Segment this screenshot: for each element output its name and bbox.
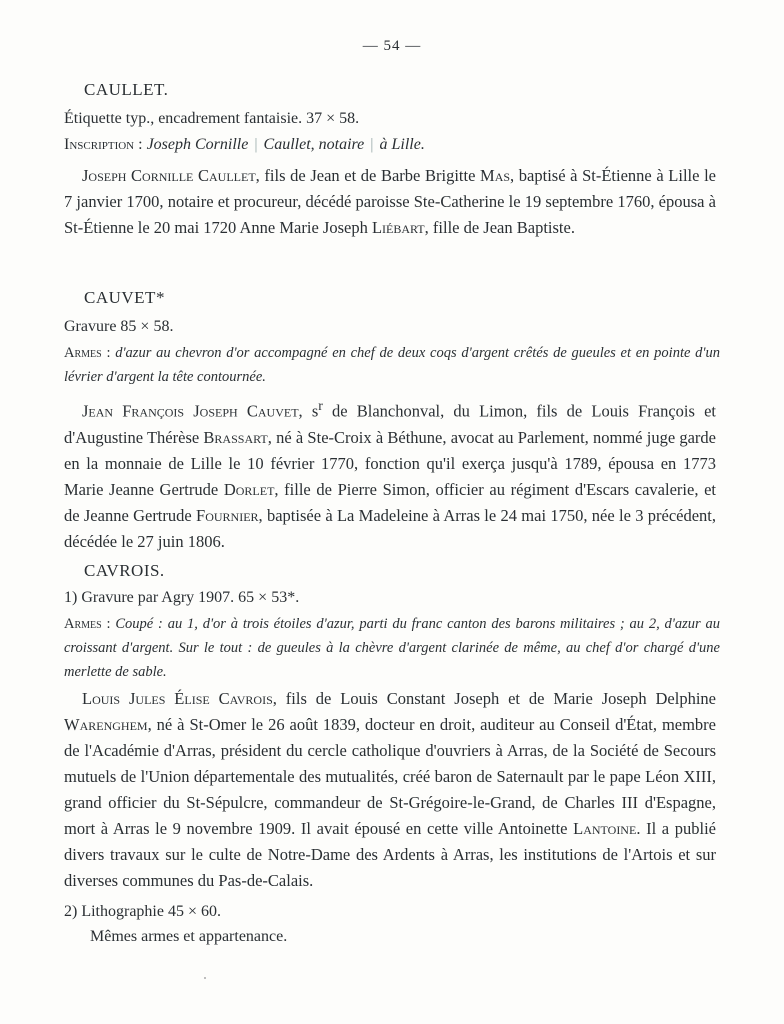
mother-name: Brassart	[203, 427, 268, 447]
page-number: — 54 —	[362, 38, 422, 54]
person-name: Joseph Cornille Caullet	[82, 166, 256, 185]
spouse-name: Liébart	[371, 218, 425, 237]
item-2: 2) Lithographie 45 × 60.	[64, 903, 221, 920]
item-2-note: Mêmes armes et appartenance.	[90, 928, 288, 945]
person-name: Jean François Joseph Cauvet	[82, 401, 299, 421]
person-name: Louis Jules Élise Cavrois	[82, 689, 273, 708]
biography: Jean François Joseph Cauvet, $s^r$ de Blanchonval, du Limon, fils de Louis François et d'Augustine Thérèse Brassart, né à Ste-Croix à Béthune, avocat au Parlement, nommé juge garde en la monnaie de Lille le 10 février 1770, fonction qu'il exerça jusqu'à 1789, épousa en 1773 Marie Jeanne Gertrude Dorlet, fille de Pierre Simon, officier au régiment d'Escars cavalerie, et de Jeanne Gertrude Fournier, baptisée à La Madeleine à Arras le 24 mai 1750, née le 3 précédent, décédée le 27 juin 1806.	[64, 398, 717, 551]
entry-heading: CAUVET*	[84, 288, 165, 307]
mother-name: Warenghem	[64, 715, 148, 734]
inscription-label: Inscription	[64, 136, 135, 153]
item-1: 1) Gravure par Agry 1907. 65 × 53*.	[64, 589, 300, 606]
spouse-mother-name: Fournier	[196, 505, 259, 525]
spouse-name: Dorlet	[223, 479, 275, 499]
biography: Louis Jules Élise Cavrois, fils de Louis Constant Joseph et de Marie Joseph Delphine Warenghem, né à St-Omer le 26 août 1839, docteur en droit, auditeur au Conseil d'État, membre de l'Académie d'Arras, président du cercle catholique d'ouvriers à Arras, de la Société de Secours mutuels de l'Union départementale des mutualités, créé baron de Saternault par le pape Léon XIII, grand officier du St-Sépulcre, commandeur de St-Grégoire-le-Grand, de Charles III d'Espagne, mort à Arras le 9 novembre 1909. Il avait épousé en cette ville Antoinette Lantoine. Il a publié divers travaux sur le culte de Notre-Dame des Ardents à Arras, les institutions de l'Artois et sur diverses communes du Pas-de-Calais.	[64, 689, 716, 890]
inscription-part: Joseph Cornille	[146, 136, 249, 153]
arms-label: Armes	[64, 345, 102, 361]
entry-description: Étiquette typ., encadrement fantaisie. 37 × 58.	[64, 110, 360, 127]
arms-description: Armes : Coupé : au 1, d'or à trois étoiles d'azur, parti du franc canton des barons militaires ; au 2, d'azur au croissant d'argent. Sur le tout : de gueules à la chèvre d'argent clarinée de même, au chef d'or chargé d'une merlette de sable.	[64, 616, 721, 680]
mother-name: Mas	[480, 166, 511, 185]
biography: Joseph Cornille Caullet, fils de Jean et de Barbe Brigitte Mas, baptisé à St-Étienne à Lille le 7 janvier 1700, notaire et procureur, décédé paroisse Ste-Catherine le 19 septembre 1760, épousa à St-Étienne le 20 mai 1720 Anne Marie Joseph Liébart, fille de Jean Baptiste.	[64, 166, 716, 237]
spouse-name: Lantoine	[573, 819, 637, 838]
inscription-part: Caullet, notaire	[263, 136, 365, 153]
inscription-part: à Lille.	[379, 136, 425, 153]
entry-description: Gravure 85 × 58.	[64, 318, 174, 335]
arms-description: Armes : d'azur au chevron d'or accompagné en chef de deux coqs d'argent crêtés de gueules et en pointe d'un lévrier d'argent la tête contournée.	[64, 345, 720, 385]
entry-heading: CAVROIS.	[84, 561, 165, 580]
inscription: Inscription : Joseph Cornille | Caullet, notaire | à Lille.	[64, 136, 425, 153]
arms-label: Armes	[64, 616, 102, 632]
speck-mark	[204, 977, 206, 979]
entry-heading: CAULLET.	[84, 80, 169, 99]
